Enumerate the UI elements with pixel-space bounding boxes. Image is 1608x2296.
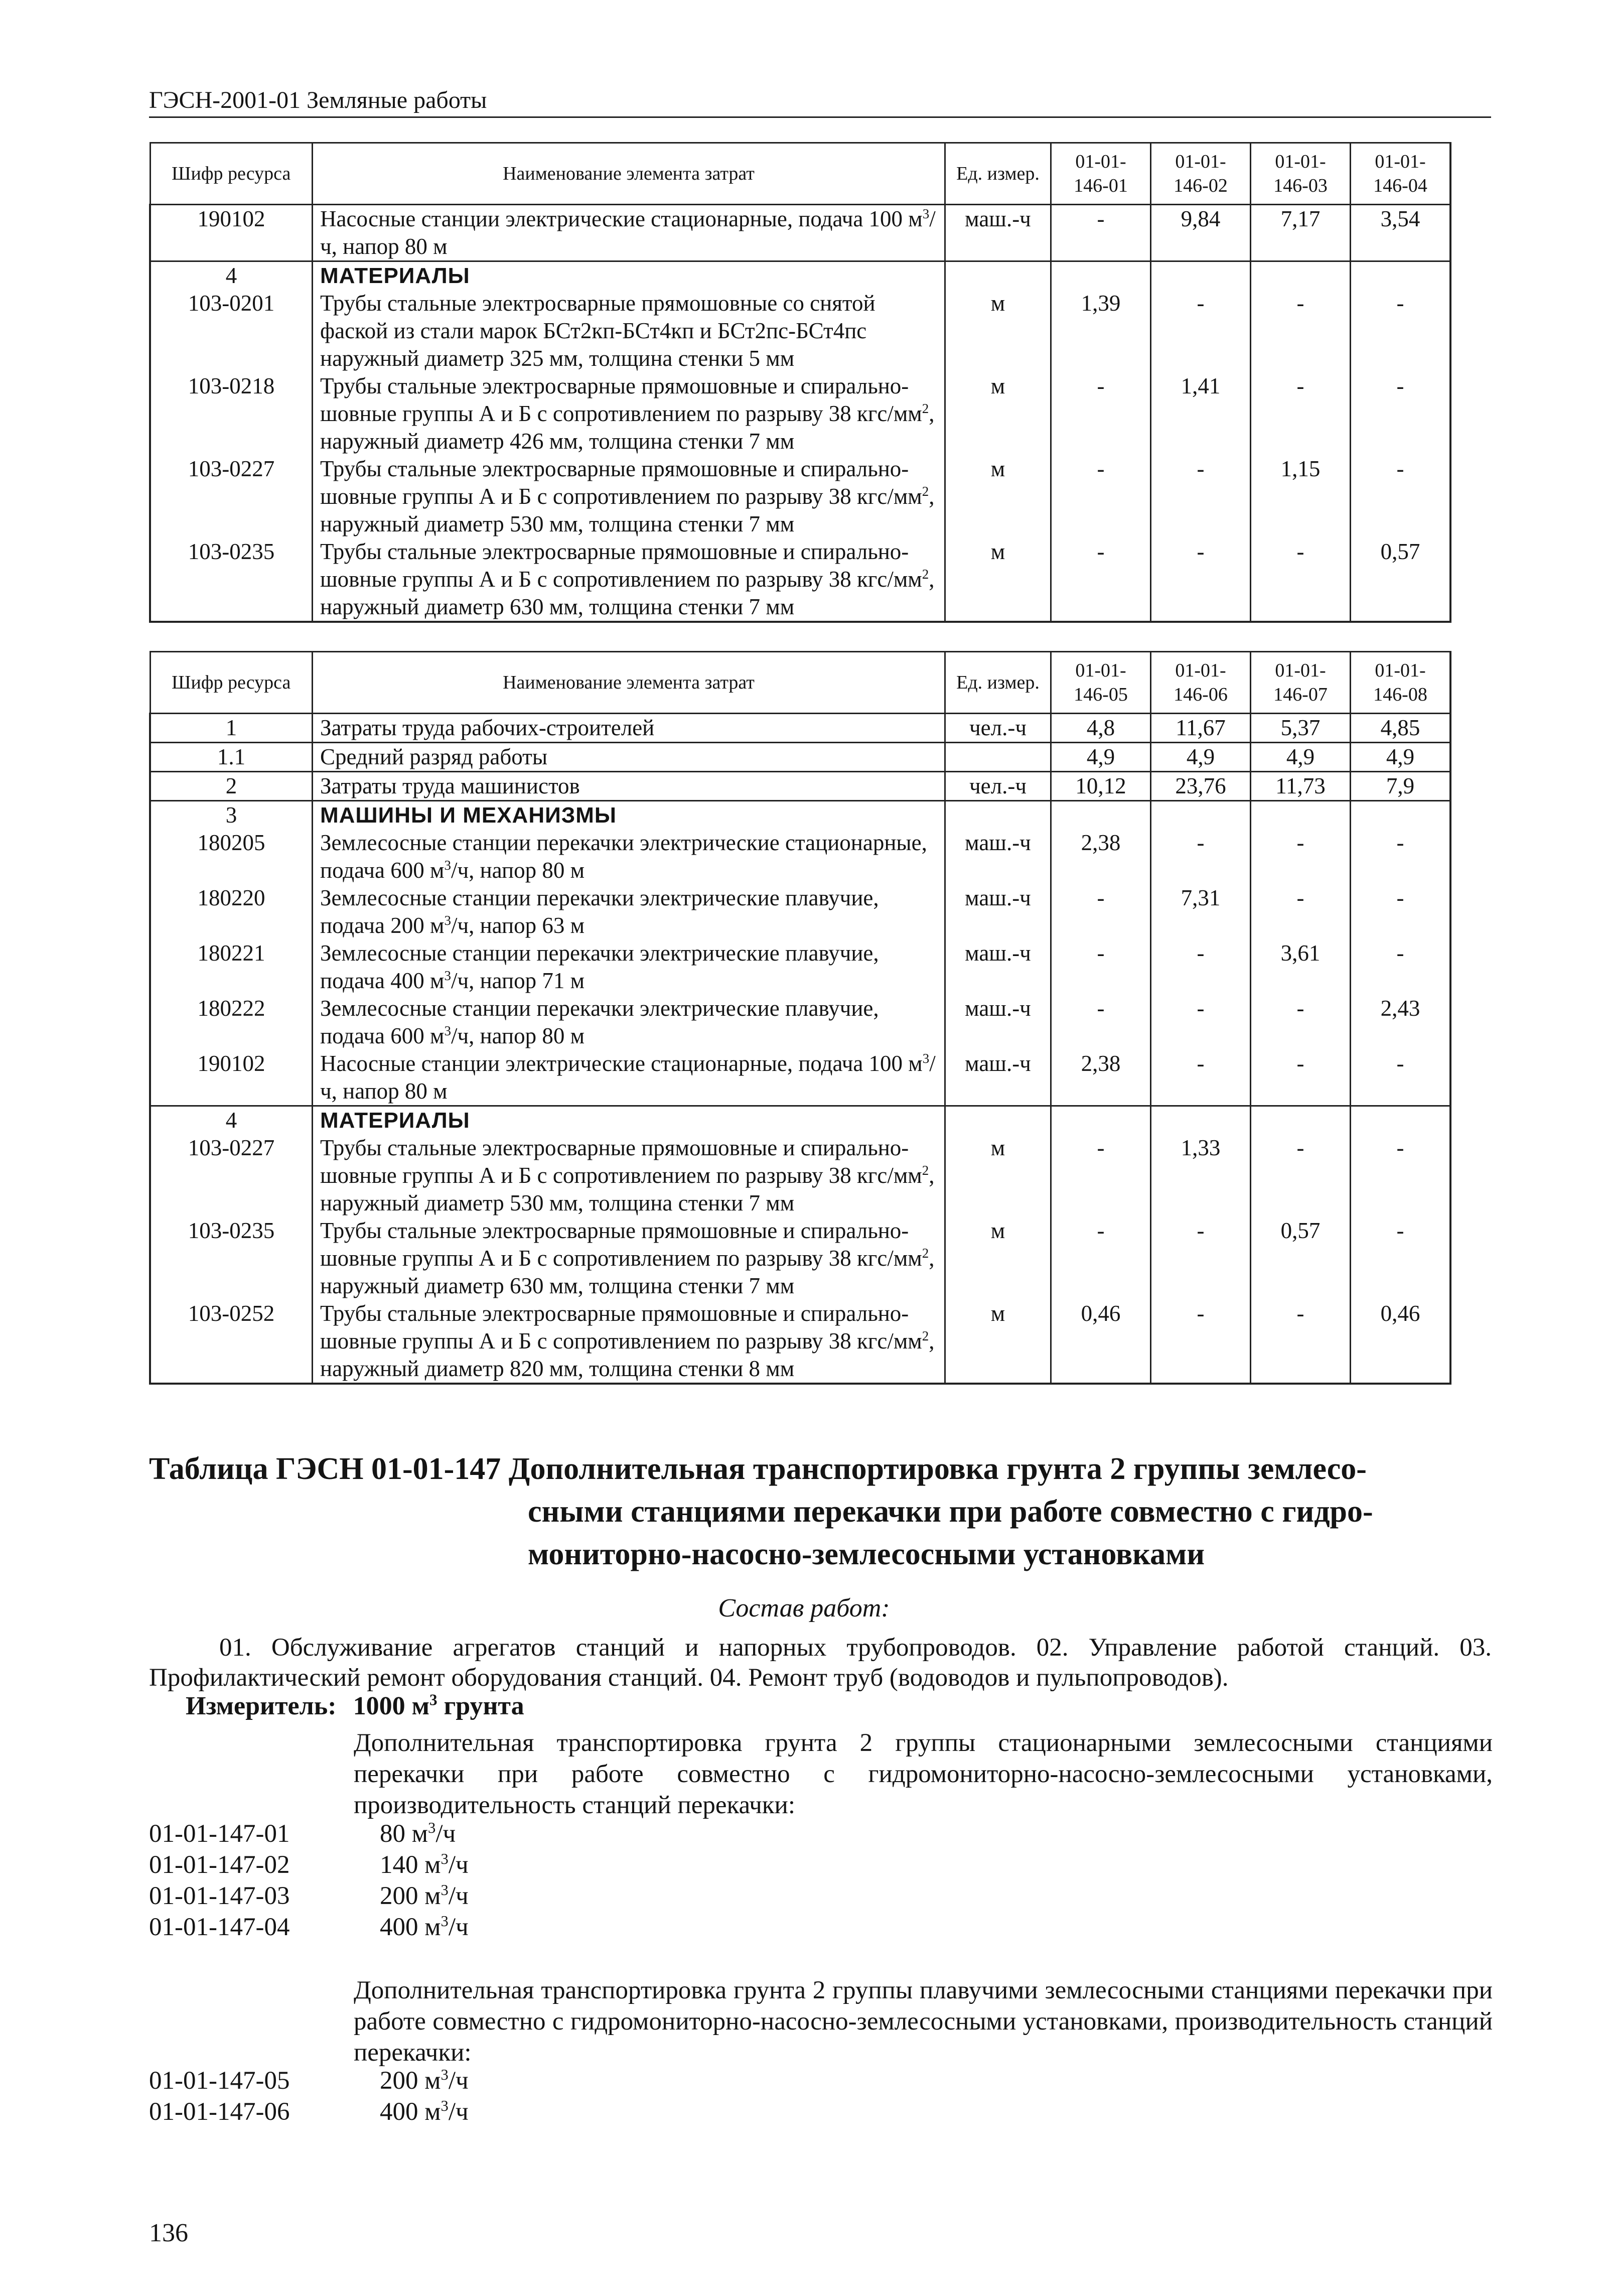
cell-unit: м [945, 455, 1051, 538]
cell-value-4: 4,9 [1351, 743, 1451, 772]
table-row [150, 995, 1450, 1050]
cell-value-4 [1351, 801, 1451, 830]
cell-value-2: 11,67 [1151, 714, 1251, 743]
cell-value-1: 0,46 [1051, 1300, 1151, 1384]
cell-value-3: 0,57 [1251, 1217, 1351, 1300]
table-row [150, 290, 1450, 372]
cell-code: 103-0252 [150, 1300, 313, 1384]
cell-value-4 [1351, 261, 1451, 290]
title-line-2: сными станциями перекачки при работе совместно с гидро- [528, 1495, 1373, 1529]
cell-value-2: 9,84 [1151, 205, 1251, 261]
cell-value-1: 10,12 [1051, 772, 1151, 801]
title-line-3: мониторно-насосно-землесосными установками [528, 1537, 1205, 1571]
cell-value-4: - [1351, 939, 1451, 995]
cell-value-2: 1,33 [1151, 1134, 1251, 1217]
cell-code: 180221 [150, 939, 313, 995]
cell-unit [945, 1106, 1051, 1135]
cell-value-3: 5,37 [1251, 714, 1351, 743]
cell-value-3 [1251, 261, 1351, 290]
cell-name: МАТЕРИАЛЫ [313, 261, 945, 290]
cell-code: 2 [150, 772, 313, 801]
cell-code: 103-0227 [150, 455, 313, 538]
section-row [150, 1106, 1450, 1135]
cell-value-3: - [1251, 829, 1351, 884]
item-code: 01-01-147-02 [149, 1851, 290, 1879]
cell-unit [945, 801, 1051, 830]
col-header-name: Наименование элемента затрат [313, 652, 945, 714]
cell-name: Землесосные станции перекачки электрические плавучие, подача 200 $м^3/ч$, напор 63 м [313, 884, 945, 939]
cell-code: 103-0235 [150, 538, 313, 622]
cell-value-2: - [1151, 1217, 1251, 1300]
cell-value-1: - [1051, 995, 1151, 1050]
cell-code: 180220 [150, 884, 313, 939]
cell-unit [945, 261, 1051, 290]
cell-value-1: - [1051, 538, 1151, 622]
cell-value-1: - [1051, 884, 1151, 939]
item-code: 01-01-147-06 [149, 2098, 290, 2126]
cell-value-3: - [1251, 1134, 1351, 1217]
cell-value-2: - [1151, 995, 1251, 1050]
cell-name: Затраты труда рабочих-строителей [313, 714, 945, 743]
cell-unit [945, 743, 1051, 772]
cell-value-1: - [1051, 939, 1151, 995]
cell-value-3: - [1251, 1300, 1351, 1384]
col-header-146-01: 01-01-146-01 [1051, 143, 1151, 205]
cell-value-3: - [1251, 290, 1351, 372]
col-header-146-04: 01-01-146-04 [1351, 143, 1451, 205]
cell-value-1: - [1051, 455, 1151, 538]
cell-value-1 [1051, 801, 1151, 830]
table-row [150, 538, 1450, 622]
cell-value-4: 2,43 [1351, 995, 1451, 1050]
cell-value-4 [1351, 1106, 1451, 1135]
measure-line [186, 1691, 524, 1721]
cell-code: 4 [150, 261, 313, 290]
floating-description: Дополнительная транспортировка грунта 2 группы плавучими землесосными станциями перекачки при работе совместно с гидромониторно-насосно-землесосными установками, производительность станций перекачки: [354, 1976, 1493, 2067]
cell-code: 190102 [150, 205, 313, 261]
cell-name: Трубы стальные электросварные прямошовные и спирально-шовные группы А и Б с сопротивлением по разрыву 38 кгс/$мм^2$, наружный диаметр 530 мм, толщина стенки 7 мм [313, 455, 945, 538]
resource-table-146-05-08 [149, 651, 1451, 1385]
cell-value-3: 4,9 [1251, 743, 1351, 772]
cell-value-3: - [1251, 884, 1351, 939]
cell-name: МАТЕРИАЛЫ [313, 1106, 945, 1135]
composition-text: 01. Обслуживание агрегатов станций и напорных трубопроводов. 02. Управление работой станций. 03. Профилактический ремонт оборудования станций. 04. Ремонт труб (водоводов и пульпопроводов). [149, 1634, 1492, 1692]
item-value: 80 $м^3/ч$ [380, 1819, 456, 1848]
item-code: 01-01-147-01 [149, 1820, 290, 1848]
table-row [150, 1050, 1450, 1106]
table-row [150, 1217, 1450, 1300]
cell-unit: маш.-ч [945, 939, 1051, 995]
cell-value-2: - [1151, 538, 1251, 622]
cell-value-2 [1151, 261, 1251, 290]
cell-name: Трубы стальные электросварные прямошовные и спирально-шовные группы А и Б с сопротивлением по разрыву 38 кгс/$мм^2$, наружный диаметр 426 мм, толщина стенки 7 мм [313, 372, 945, 455]
cell-value-1 [1051, 1106, 1151, 1135]
cell-code: 1.1 [150, 743, 313, 772]
col-header-146-02: 01-01-146-02 [1151, 143, 1251, 205]
cell-name: Трубы стальные электросварные прямошовные со снятой фаской из стали марок БСт2кп-БСт4кп и БСт2пс-БСт4пс наружный диаметр 325 мм, толщина стенки 5 мм [313, 290, 945, 372]
page-number: 136 [149, 2219, 188, 2247]
table-row [150, 205, 1450, 261]
item-value: 200 $м^3/ч$ [380, 1881, 469, 1910]
cell-value-1: 1,39 [1051, 290, 1151, 372]
section-row [150, 801, 1450, 830]
cell-unit: м [945, 538, 1051, 622]
cell-value-1: - [1051, 1217, 1151, 1300]
cell-name: Землесосные станции перекачки электрические плавучие, подача 600 $м^3/ч$, напор 80 м [313, 995, 945, 1050]
cell-unit: маш.-ч [945, 995, 1051, 1050]
cell-value-2: 4,9 [1151, 743, 1251, 772]
cell-value-2 [1151, 1106, 1251, 1135]
col-header-name: Наименование элемента затрат [313, 143, 945, 205]
cell-unit: маш.-ч [945, 205, 1051, 261]
cell-value-2: 1,41 [1151, 372, 1251, 455]
col-header-146-08: 01-01-146-08 [1351, 652, 1451, 714]
cell-unit: маш.-ч [945, 829, 1051, 884]
item-value: 200 $м^3/ч$ [380, 2066, 469, 2095]
cell-value-4: 0,46 [1351, 1300, 1451, 1384]
cell-value-1: 4,9 [1051, 743, 1151, 772]
cell-name: Затраты труда машинистов [313, 772, 945, 801]
item-value: 140 $м^3/ч$ [380, 1850, 469, 1879]
cell-value-1: - [1051, 372, 1151, 455]
cell-value-4: 0,57 [1351, 538, 1451, 622]
cell-name: МАШИНЫ И МЕХАНИЗМЫ [313, 801, 945, 830]
title-line-1: Таблица ГЭСН 01-01-147 Дополнительная транспортировка грунта 2 группы землесо- [149, 1452, 1367, 1486]
cell-code: 180205 [150, 829, 313, 884]
cell-unit: м [945, 1217, 1051, 1300]
composition-heading: Состав работ: [718, 1594, 890, 1623]
cell-value-3 [1251, 1106, 1351, 1135]
cell-code: 103-0235 [150, 1217, 313, 1300]
cell-name: Трубы стальные электросварные прямошовные и спирально-шовные группы А и Б с сопротивлением по разрыву 38 кгс/$мм^2$, наружный диаметр 630 мм, толщина стенки 7 мм [313, 538, 945, 622]
cell-unit: м [945, 290, 1051, 372]
cell-value-3: - [1251, 538, 1351, 622]
cell-value-4: 7,9 [1351, 772, 1451, 801]
cell-value-4: - [1351, 1050, 1451, 1106]
cell-name: Землесосные станции перекачки электрические плавучие, подача 400 $м^3/ч$, напор 71 м [313, 939, 945, 995]
cell-value-4: - [1351, 829, 1451, 884]
cell-value-1: 2,38 [1051, 829, 1151, 884]
cell-code: 103-0201 [150, 290, 313, 372]
cell-value-4: - [1351, 455, 1451, 538]
cell-value-2: - [1151, 455, 1251, 538]
cell-code: 190102 [150, 1050, 313, 1106]
table-row [150, 714, 1450, 743]
cell-name: Трубы стальные электросварные прямошовные и спирально-шовные группы А и Б с сопротивлением по разрыву 38 кгс/$мм^2$, наружный диаметр 820 мм, толщина стенки 8 мм [313, 1300, 945, 1384]
table-row [150, 1134, 1450, 1217]
cell-value-1: - [1051, 1134, 1151, 1217]
cell-value-3: 7,17 [1251, 205, 1351, 261]
cell-value-1: - [1051, 205, 1151, 261]
cell-name: Насосные станции электрические стационарные, подача 100 $м^3/ч$, напор 80 м [313, 1050, 945, 1106]
table-row [150, 455, 1450, 538]
cell-value-1 [1051, 261, 1151, 290]
table-row [150, 1300, 1450, 1384]
col-header-146-06: 01-01-146-06 [1151, 652, 1251, 714]
cell-value-3: 1,15 [1251, 455, 1351, 538]
item-code: 01-01-147-04 [149, 1913, 290, 1941]
cell-code: 103-0227 [150, 1134, 313, 1217]
col-header-146-07: 01-01-146-07 [1251, 652, 1351, 714]
cell-unit: чел.-ч [945, 714, 1051, 743]
cell-value-2: - [1151, 939, 1251, 995]
cell-value-3: - [1251, 372, 1351, 455]
cell-value-1: 2,38 [1051, 1050, 1151, 1106]
section-row [150, 261, 1450, 290]
cell-value-2: - [1151, 829, 1251, 884]
cell-code: 180222 [150, 995, 313, 1050]
cell-code: 3 [150, 801, 313, 830]
cell-unit: м [945, 372, 1051, 455]
cell-unit: м [945, 1134, 1051, 1217]
col-header-code: Шифр ресурса [150, 652, 313, 714]
measure-label: Измеритель: [186, 1692, 337, 1720]
running-header: ГЭСН-2001-01 Земляные работы [149, 87, 487, 113]
table-row [150, 743, 1450, 772]
cell-value-4: 4,85 [1351, 714, 1451, 743]
cell-value-3 [1251, 801, 1351, 830]
cell-value-4: - [1351, 884, 1451, 939]
cell-value-3: - [1251, 995, 1351, 1050]
cell-name: Насосные станции электрические стационарные, подача 100 $м^3/ч$, напор 80 м [313, 205, 945, 261]
cell-code: 4 [150, 1106, 313, 1135]
item-value: 400 $м^3/ч$ [380, 1913, 469, 1941]
cell-value-2 [1151, 801, 1251, 830]
col-header-unit: Ед. измер. [945, 143, 1051, 205]
cell-name: Средний разряд работы [313, 743, 945, 772]
cell-value-2: - [1151, 1300, 1251, 1384]
table-row [150, 829, 1450, 884]
cell-value-2: 7,31 [1151, 884, 1251, 939]
cell-value-3: - [1251, 1050, 1351, 1106]
cell-unit: м [945, 1300, 1051, 1384]
resource-table-146-01-04 [149, 142, 1451, 623]
cell-value-4: - [1351, 1134, 1451, 1217]
cell-unit: маш.-ч [945, 884, 1051, 939]
cell-name: Землесосные станции перекачки электрические стационарные, подача 600 $м^3/ч$, напор 80 м [313, 829, 945, 884]
cell-code: 103-0218 [150, 372, 313, 455]
col-header-unit: Ед. измер. [945, 652, 1051, 714]
item-value: 400 $м^3/ч$ [380, 2097, 469, 2126]
item-code: 01-01-147-03 [149, 1882, 290, 1910]
stationary-description: Дополнительная транспортировка грунта 2 группы стационарными землесосными станциями перекачки при работе совместно с гидромониторно-насосно-землесосными установками, производительность станций перекачки: [354, 1729, 1493, 1819]
cell-value-1: 4,8 [1051, 714, 1151, 743]
item-code: 01-01-147-05 [149, 2067, 290, 2095]
cell-unit: чел.-ч [945, 772, 1051, 801]
cell-value-4: - [1351, 290, 1451, 372]
cell-value-3: 11,73 [1251, 772, 1351, 801]
table-row [150, 772, 1450, 801]
cell-unit: маш.-ч [945, 1050, 1051, 1106]
table-row [150, 884, 1450, 939]
cell-value-4: - [1351, 372, 1451, 455]
table-row [150, 372, 1450, 455]
cell-code: 1 [150, 714, 313, 743]
cell-value-2: - [1151, 1050, 1251, 1106]
cell-value-2: - [1151, 290, 1251, 372]
table-header-row [150, 652, 1450, 714]
table-header-row [150, 143, 1450, 205]
col-header-146-05: 01-01-146-05 [1051, 652, 1151, 714]
table-147-title [149, 1448, 1494, 1576]
cell-name: Трубы стальные электросварные прямошовные и спирально-шовные группы А и Б с сопротивлением по разрыву 38 кгс/$мм^2$, наружный диаметр 630 мм, толщина стенки 7 мм [313, 1217, 945, 1300]
cell-value-2: 23,76 [1151, 772, 1251, 801]
col-header-code: Шифр ресурса [150, 143, 313, 205]
col-header-146-03: 01-01-146-03 [1251, 143, 1351, 205]
cell-name: Трубы стальные электросварные прямошовные и спирально-шовные группы А и Б с сопротивлением по разрыву 38 кгс/$мм^2$, наружный диаметр 530 мм, толщина стенки 7 мм [313, 1134, 945, 1217]
header-rule [149, 116, 1491, 118]
cell-value-4: 3,54 [1351, 205, 1451, 261]
measure-value: 1000 $м^3$ грунта [353, 1691, 524, 1720]
cell-value-4: - [1351, 1217, 1451, 1300]
cell-value-3: 3,61 [1251, 939, 1351, 995]
table-row [150, 939, 1450, 995]
